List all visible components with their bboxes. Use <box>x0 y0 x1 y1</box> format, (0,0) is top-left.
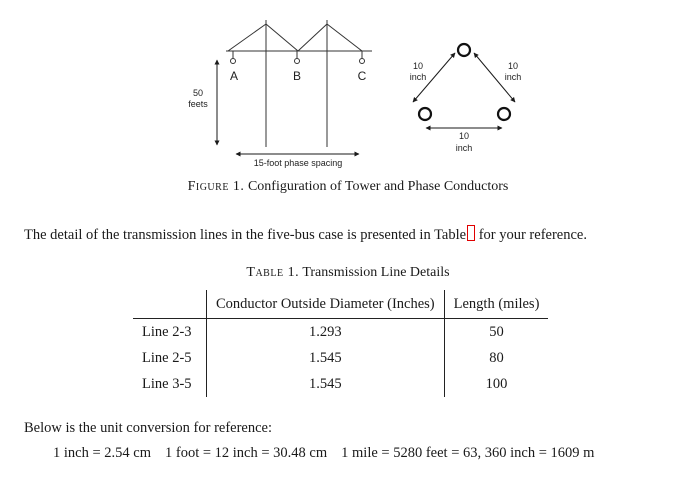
table-row <box>133 371 548 397</box>
table-row <box>133 319 548 346</box>
conversion-inch: 1 inch = 2.54 cm <box>53 445 151 461</box>
paragraph-text-end: for your reference. <box>475 227 587 243</box>
conversion-intro: Below is the unit conversion for reference: <box>24 420 273 436</box>
spacing-bottom-value: 10 <box>458 131 470 141</box>
diameter-cell: 1.293 <box>207 319 445 346</box>
conversion-line <box>53 445 594 462</box>
phase-label-b: B <box>292 69 302 83</box>
body-paragraph <box>24 225 587 244</box>
bundle-conductor-right <box>498 108 510 120</box>
conversion-foot: 1 foot = 12 inch = 30.48 cm <box>164 445 328 461</box>
line-name: Line 2-5 <box>133 345 207 371</box>
tower-diagram <box>0 0 696 175</box>
phase-label-a: A <box>229 69 239 83</box>
figure-caption-text: Configuration of Tower and Phase Conductors <box>247 179 509 194</box>
brace <box>228 24 266 51</box>
length-cell: 80 <box>489 349 504 366</box>
spacing-left-unit: inch <box>409 72 427 82</box>
tower <box>226 20 372 147</box>
spacing-right-value: 10 <box>507 61 519 71</box>
bundle-conductor-left <box>419 108 431 120</box>
height-value: 50 <box>192 88 204 98</box>
conductor-c <box>360 59 365 64</box>
transmission-line-table <box>133 290 548 397</box>
table-caption-text: Transmission Line Details <box>302 265 450 280</box>
brace <box>266 24 298 51</box>
conductor-a <box>231 59 236 64</box>
conductor-b <box>295 59 300 64</box>
figure-caption <box>0 179 696 195</box>
header-cell: Conductor Outside Diameter (Inches) <box>207 290 445 319</box>
length-cell: 100 <box>485 375 508 392</box>
table-caption-label: Table 1. <box>246 265 300 280</box>
line-name: Line 2-3 <box>133 319 207 346</box>
table-wrapper <box>133 290 548 397</box>
bundle-conductor-top <box>458 44 470 56</box>
spacing-left-value: 10 <box>412 61 424 71</box>
phase-label-c: C <box>357 69 367 83</box>
figure-caption-label: Figure 1. <box>187 179 245 194</box>
diameter-cell: 1.545 <box>207 345 445 371</box>
spacing-bottom-unit: inch <box>455 143 473 153</box>
paragraph-text: The detail of the transmission lines in the five-bus case is presented in Table <box>24 227 467 243</box>
height-unit: feets <box>188 99 208 109</box>
length-cell: 50 <box>489 323 504 340</box>
header-cell: Length (miles) <box>444 290 548 319</box>
line-name: Line 3-5 <box>133 371 207 397</box>
figure-1 <box>0 0 696 200</box>
table-row <box>133 345 548 371</box>
brace <box>327 24 362 51</box>
table-caption <box>0 265 696 281</box>
header-cell <box>133 290 207 319</box>
table-reference-link[interactable] <box>467 225 475 241</box>
brace <box>298 24 327 51</box>
conductor-bundle <box>413 44 515 128</box>
diameter-cell: 1.545 <box>207 371 445 397</box>
table-header-row <box>133 290 548 319</box>
spacing-right-unit: inch <box>504 72 522 82</box>
phase-spacing-label: 15-foot phase spacing <box>253 158 343 168</box>
conversion-mile: 1 mile = 5280 feet = 63, 360 inch = 1609 m <box>341 445 595 461</box>
